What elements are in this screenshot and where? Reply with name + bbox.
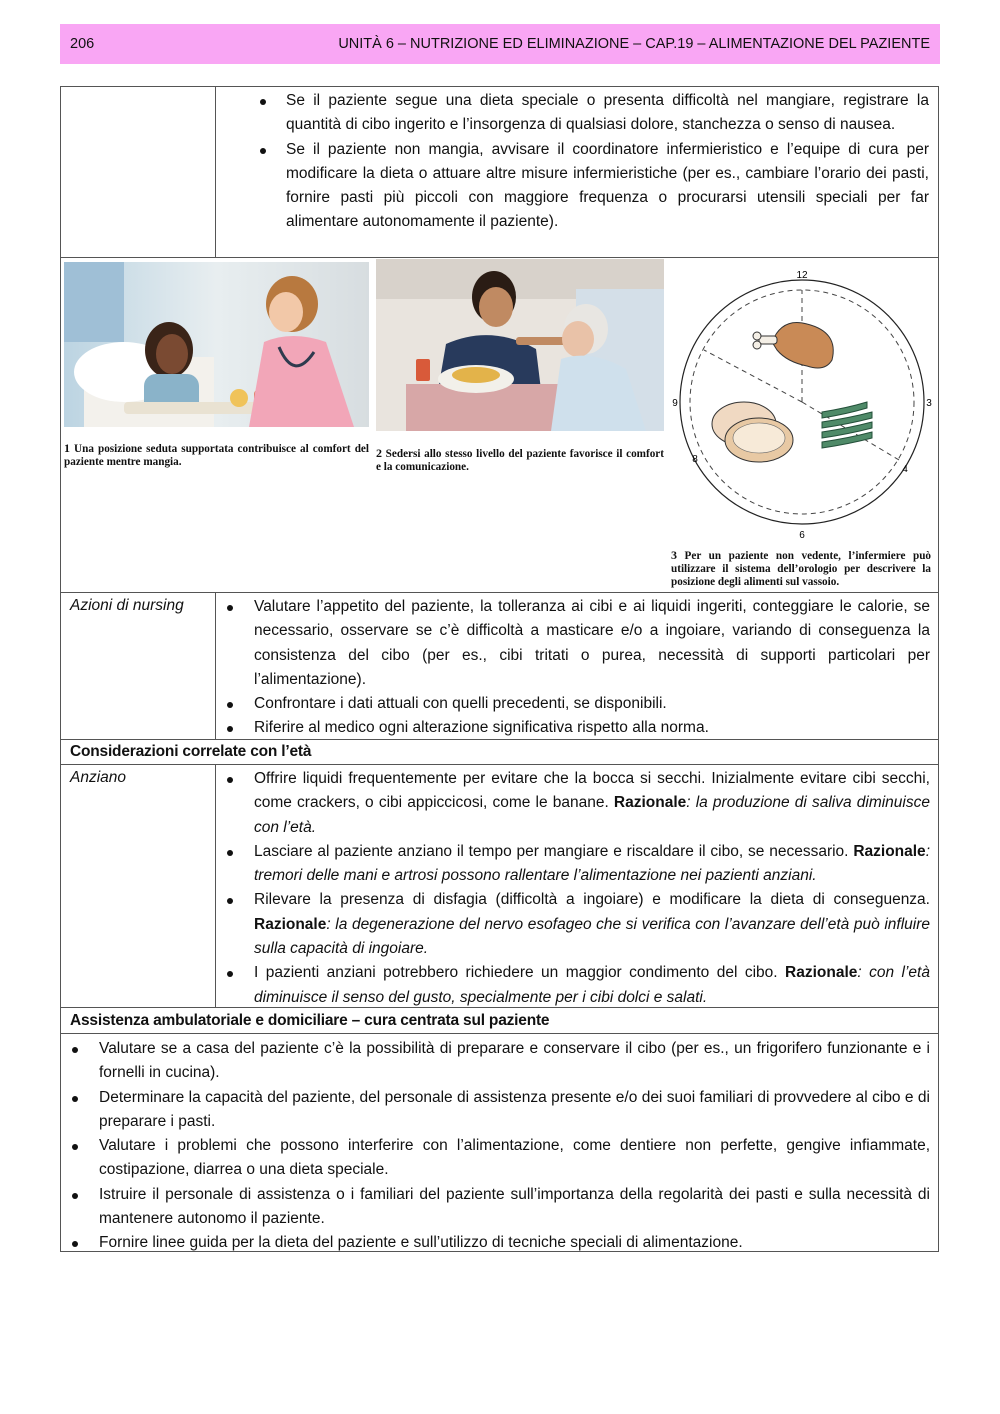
clock-label-8: 8 <box>692 454 698 465</box>
row-divider <box>61 592 938 593</box>
elderly-list <box>254 767 930 1010</box>
rationale-label: Razionale <box>853 842 926 860</box>
list-item: Istruire il personale di assistenza o i familiari del paziente sull’importanza della regolarità dei pasti e sulla necessità di mantenere autonomo il paziente. <box>99 1183 930 1232</box>
figure-2-number: 2 <box>376 446 382 460</box>
list-item <box>254 961 930 1010</box>
clock-label-12: 12 <box>796 270 808 281</box>
row-divider <box>61 257 938 258</box>
figure-2-text: Sedersi allo stesso livello del paziente favorisce il comfort e la comunicazione. <box>376 448 664 473</box>
item-text: Lasciare al paziente anziano il tempo per mangiare e riscaldare il cibo, se necessario. <box>254 842 849 860</box>
list-item: Valutare i problemi che possono interferire con l’alimentazione, come dentiere non perfette, gengive infiammate, costipazione, diarrea o una dieta speciale. <box>99 1134 930 1183</box>
clock-label-3: 3 <box>926 398 932 409</box>
elderly-label: Anziano <box>70 769 127 786</box>
page-number: 206 <box>70 36 95 52</box>
rationale-text: : la produzione di saliva diminuisce con l’età. <box>254 794 930 836</box>
figure-1-text: Una posizione seduta supportata contribuisce al comfort del paziente mentre mangia. <box>64 443 369 468</box>
figure-3-text: Per un paziente non vedente, l’infermiere può utilizzare il sistema dell’orologio per descrivere la posizione degli alimenti sul vassoio. <box>671 550 932 588</box>
list-item: Se il paziente non mangia, avvisare il coordinatore infermieristico e l’equipe di cura per modificare la dieta o attuare altre misure infermieristiche (per es., cambiare l’orario dei pasti, fornire pasti più piccoli con maggiore frequenza o procurarsi utensili speciali per far alimentare autonomamente il paziente). <box>286 138 929 235</box>
list-item <box>254 888 930 961</box>
photo-nurse-serving-tray <box>64 262 369 427</box>
list-item: Valutare se a casa del paziente c’è la possibilità di preparare e conservare il cibo (per es., un frigorifero funzionante e i fornelli in cucina). <box>99 1037 930 1086</box>
figure-2-caption <box>376 447 664 474</box>
page-header-title: UNITÀ 6 – NUTRIZIONE ED ELIMINAZIONE – CAP.19 – ALIMENTAZIONE DEL PAZIENTE <box>338 36 930 52</box>
list-item: Se il paziente segue una dieta speciale o presenta difficoltà nel mangiare, registrare la quantità di cibo ingerito e l’insorgenza di qualsiasi dolore, stanchezza o senso di nausea. <box>286 89 929 138</box>
rationale-label: Razionale <box>254 915 327 933</box>
rationale-label: Razionale <box>613 794 687 812</box>
list-item: Determinare la capacità del paziente, del personale di assistenza presente e/o dei suoi familiari di provvedere al cibo e di preparare i pasti. <box>99 1086 930 1135</box>
figure-1-number: 1 <box>64 441 70 455</box>
figure-1-caption <box>64 442 369 469</box>
chicken-leg-icon <box>753 322 833 368</box>
list-item: Valutare l’appetito del paziente, la tolleranza ai cibi e ai liquidi ingeriti, conteggiare le calorie, se necessario, osservare se c’è difficoltà a masticare e/o a ingoiare, variando di conseguenza la consistenza del cibo (per es., cibi tritati o purea, necessità di supporti particolari per l’alimentazione). <box>254 595 930 692</box>
list-item: Fornire linee guida per la dieta del paziente e sull’utilizzo di tecniche speciali di alimentazione. <box>99 1231 930 1255</box>
item-text: Rilevare la presenza di disfagia (difficoltà a ingoiare) e modificare la dieta di conseguenza. <box>254 891 930 909</box>
potato-icon <box>712 402 793 462</box>
column-divider <box>215 764 216 1007</box>
item-text: Offrire liquidi frequentemente per evitare che la bocca si secchi. Inizialmente evitare cibi secchi, come crackers, o cibi appiccicosi, come le banane. <box>254 770 930 812</box>
rationale-label: Razionale <box>785 964 858 982</box>
rationale-text: : la degenerazione del nervo esofageo che si verifica con l’avanzare dell’età può influire sulla capacità di ingoiare. <box>254 915 930 958</box>
page-header <box>60 24 940 64</box>
photo-nurse-feeding-patient <box>376 259 664 431</box>
home-section-title: Assistenza ambulatoriale e domiciliare – cura centrata sul paziente <box>70 1012 550 1029</box>
home-care-list <box>99 1037 930 1256</box>
row-divider <box>61 1033 938 1034</box>
content-table <box>60 86 939 1252</box>
list-item: Confrontare i dati attuali con quelli precedenti, se disponibili. <box>254 692 930 716</box>
nursing-actions-list <box>254 595 930 741</box>
age-section-title: Considerazioni correlate con l’età <box>70 743 312 760</box>
column-divider <box>215 87 216 257</box>
nursing-actions-label: Azioni di nursing <box>70 597 184 614</box>
list-item <box>254 767 930 840</box>
row-divider <box>61 764 938 765</box>
top-bullet-list <box>286 89 929 235</box>
item-text: I pazienti anziani potrebbero richiedere un maggior condimento del cibo. <box>254 964 778 982</box>
figure-3-number: 3 <box>671 548 677 562</box>
clock-label-9: 9 <box>672 398 678 409</box>
rationale-text: : con l’età diminuisce il senso del gusto, specialmente per i cibi dolci e salati. <box>254 964 930 1006</box>
list-item: Riferire al medico ogni alterazione significativa rispetto alla norma. <box>254 716 930 740</box>
list-item <box>254 840 930 889</box>
rationale-text: : tremori delle mani e artrosi possono rallentare l’alimentazione nei pazienti anziani. <box>254 842 930 885</box>
column-divider <box>215 592 216 739</box>
clock-label-4: 4 <box>902 464 908 475</box>
clock-diagram <box>667 262 939 542</box>
figure-3-caption <box>671 549 931 589</box>
clock-label-6: 6 <box>799 530 805 541</box>
green-beans-icon <box>822 402 872 448</box>
